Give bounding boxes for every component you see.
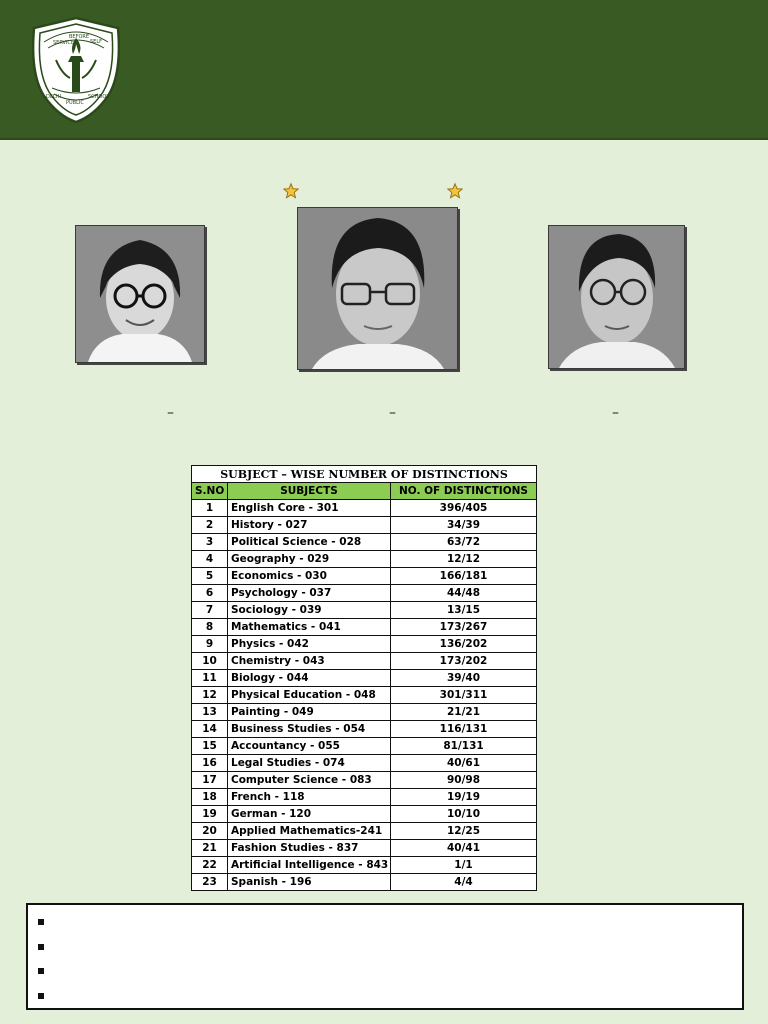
cell-distinctions: 12/12 (391, 551, 537, 568)
cell-sno: 18 (192, 789, 228, 806)
cell-distinctions: 34/39 (391, 517, 537, 534)
cell-distinctions: 116/131 (391, 721, 537, 738)
cell-subject: Mathematics - 041 (228, 619, 391, 636)
cell-sno: 4 (192, 551, 228, 568)
table-row (192, 857, 537, 874)
cell-subject: English Core - 301 (228, 500, 391, 517)
table-row (192, 772, 537, 789)
crest-word: SERVICE (53, 40, 75, 46)
cell-distinctions: 173/267 (391, 619, 537, 636)
cell-sno: 2 (192, 517, 228, 534)
note-item (38, 989, 742, 1014)
bullet-icon (38, 944, 44, 950)
cell-sno: 9 (192, 636, 228, 653)
cell-distinctions: 13/15 (391, 602, 537, 619)
cell-distinctions: 12/25 (391, 823, 537, 840)
table-row (192, 721, 537, 738)
cell-distinctions: 136/202 (391, 636, 537, 653)
cell-subject: Spanish - 196 (228, 874, 391, 891)
crest-word: BEFORE (69, 34, 90, 40)
cell-sno: 5 (192, 568, 228, 585)
crest-word: DELHI (46, 94, 62, 100)
column-header-sno: S.NO (192, 483, 228, 500)
student-photo-left (75, 225, 205, 363)
cell-distinctions: 90/98 (391, 772, 537, 789)
bullet-icon (38, 968, 44, 974)
cell-subject: Accountancy - 055 (228, 738, 391, 755)
table-row (192, 500, 537, 517)
cell-distinctions: 301/311 (391, 687, 537, 704)
cell-sno: 23 (192, 874, 228, 891)
table-title: SUBJECT – WISE NUMBER OF DISTINCTIONS (192, 466, 537, 483)
table-row (192, 823, 537, 840)
star-icon (447, 182, 463, 200)
cell-sno: 11 (192, 670, 228, 687)
notes-box (26, 903, 744, 1010)
cell-subject: Artificial Intelligence - 843 (228, 857, 391, 874)
student-name-dash-left: – (167, 405, 174, 421)
table-row (192, 789, 537, 806)
bullet-icon (38, 919, 44, 925)
table-row (192, 636, 537, 653)
cell-sno: 10 (192, 653, 228, 670)
cell-distinctions: 4/4 (391, 874, 537, 891)
table-header-row (192, 483, 537, 500)
table-row (192, 840, 537, 857)
cell-subject: Chemistry - 043 (228, 653, 391, 670)
cell-sno: 13 (192, 704, 228, 721)
cell-sno: 20 (192, 823, 228, 840)
cell-subject: Physical Education - 048 (228, 687, 391, 704)
cell-subject: Psychology - 037 (228, 585, 391, 602)
cell-subject: Painting - 049 (228, 704, 391, 721)
cell-distinctions: 173/202 (391, 653, 537, 670)
cell-sno: 1 (192, 500, 228, 517)
school-crest-logo (26, 14, 126, 126)
cell-distinctions: 19/19 (391, 789, 537, 806)
cell-sno: 19 (192, 806, 228, 823)
bullet-icon (38, 993, 44, 999)
table-row (192, 619, 537, 636)
cell-sno: 7 (192, 602, 228, 619)
student-name-dash-right: – (612, 405, 619, 421)
student-name-dash-center: – (389, 405, 396, 421)
cell-distinctions: 39/40 (391, 670, 537, 687)
cell-subject: Economics - 030 (228, 568, 391, 585)
star-icon (283, 182, 299, 200)
cell-distinctions: 10/10 (391, 806, 537, 823)
cell-sno: 6 (192, 585, 228, 602)
cell-subject: Applied Mathematics-241 (228, 823, 391, 840)
cell-sno: 12 (192, 687, 228, 704)
cell-sno: 3 (192, 534, 228, 551)
crest-word: PUBLIC (66, 100, 84, 106)
table-row (192, 755, 537, 772)
table-row (192, 585, 537, 602)
cell-sno: 17 (192, 772, 228, 789)
crest-word: SCHOOL (88, 94, 110, 100)
cell-sno: 14 (192, 721, 228, 738)
note-item (38, 964, 742, 989)
table-row (192, 534, 537, 551)
table-row (192, 704, 537, 721)
cell-distinctions: 63/72 (391, 534, 537, 551)
note-item (38, 915, 742, 940)
cell-subject: Sociology - 039 (228, 602, 391, 619)
cell-subject: Business Studies - 054 (228, 721, 391, 738)
column-header-distinctions: NO. OF DISTINCTIONS (391, 483, 537, 500)
notes-list (28, 905, 742, 1013)
cell-subject: History - 027 (228, 517, 391, 534)
cell-distinctions: 81/131 (391, 738, 537, 755)
table-row (192, 653, 537, 670)
cell-distinctions: 166/181 (391, 568, 537, 585)
note-item (38, 940, 742, 965)
table-row (192, 806, 537, 823)
table-row (192, 670, 537, 687)
cell-distinctions: 40/61 (391, 755, 537, 772)
crest-word: SELF (90, 39, 102, 45)
cell-distinctions: 1/1 (391, 857, 537, 874)
cell-sno: 8 (192, 619, 228, 636)
cell-sno: 21 (192, 840, 228, 857)
table-row (192, 517, 537, 534)
table-row (192, 738, 537, 755)
cell-subject: French - 118 (228, 789, 391, 806)
distinctions-table (191, 465, 537, 891)
cell-subject: Computer Science - 083 (228, 772, 391, 789)
cell-subject: Legal Studies - 074 (228, 755, 391, 772)
cell-distinctions: 40/41 (391, 840, 537, 857)
table-row (192, 551, 537, 568)
cell-sno: 16 (192, 755, 228, 772)
cell-sno: 22 (192, 857, 228, 874)
cell-subject: Political Science - 028 (228, 534, 391, 551)
cell-distinctions: 21/21 (391, 704, 537, 721)
cell-distinctions: 396/405 (391, 500, 537, 517)
cell-distinctions: 44/48 (391, 585, 537, 602)
cell-subject: Fashion Studies - 837 (228, 840, 391, 857)
header-banner (0, 0, 768, 140)
table-row (192, 687, 537, 704)
table-row (192, 568, 537, 585)
student-photo-center (297, 207, 458, 370)
table-row (192, 602, 537, 619)
column-header-subjects: SUBJECTS (228, 483, 391, 500)
student-photo-right (548, 225, 685, 369)
cell-subject: Geography - 029 (228, 551, 391, 568)
table-body (192, 500, 537, 891)
cell-subject: Physics - 042 (228, 636, 391, 653)
cell-subject: German - 120 (228, 806, 391, 823)
cell-sno: 15 (192, 738, 228, 755)
cell-subject: Biology - 044 (228, 670, 391, 687)
table-row (192, 874, 537, 891)
